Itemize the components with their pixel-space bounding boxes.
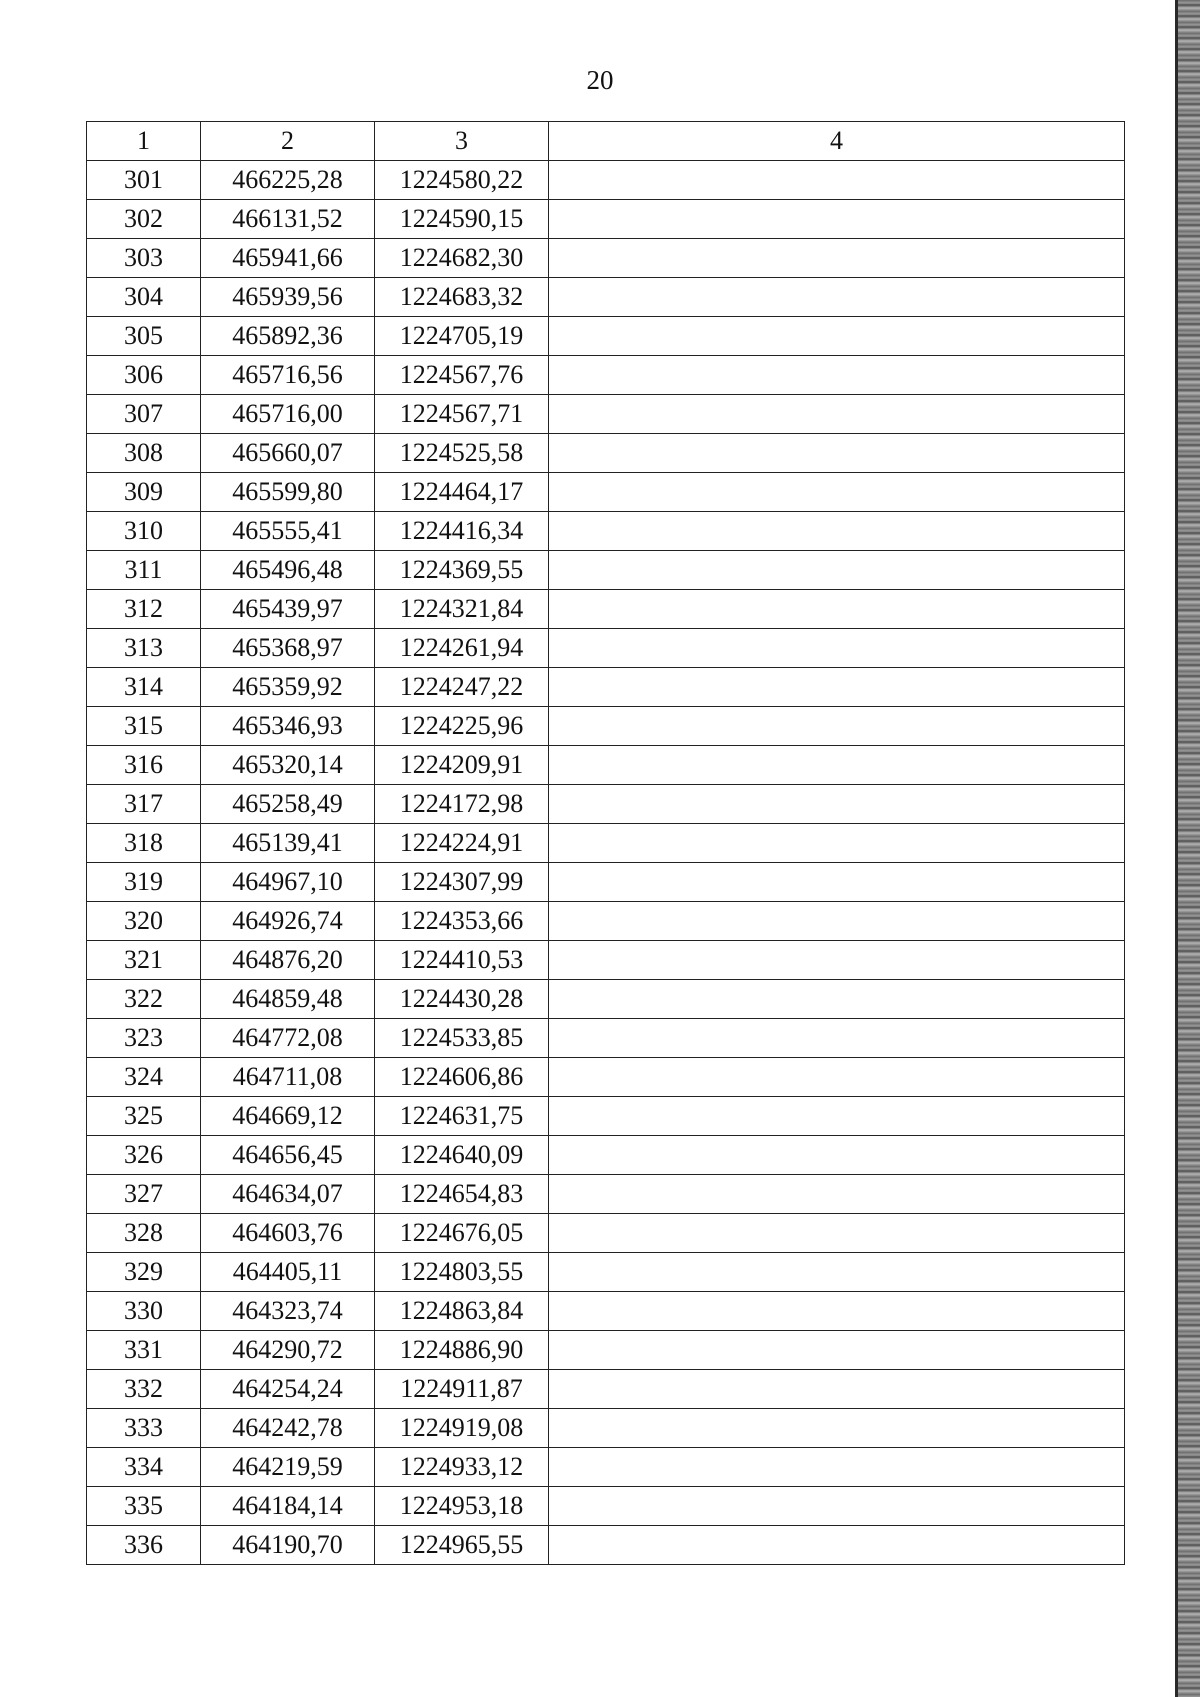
x-coordinate-cell: 465939,56: [201, 278, 375, 317]
coordinates-table: [86, 121, 1125, 1565]
table-row: [87, 1370, 1125, 1409]
point-number-cell: 312: [87, 590, 201, 629]
y-coordinate-cell: 1224464,17: [375, 473, 549, 512]
point-number-cell: 301: [87, 161, 201, 200]
table-row: [87, 1214, 1125, 1253]
y-coordinate-cell: 1224567,76: [375, 356, 549, 395]
note-cell: [549, 980, 1125, 1019]
x-coordinate-cell: 465258,49: [201, 785, 375, 824]
point-number-cell: 310: [87, 512, 201, 551]
note-cell: [549, 1526, 1125, 1565]
x-coordinate-cell: 464290,72: [201, 1331, 375, 1370]
x-coordinate-cell: 464219,59: [201, 1448, 375, 1487]
x-coordinate-cell: 465716,56: [201, 356, 375, 395]
point-number-cell: 323: [87, 1019, 201, 1058]
point-number-cell: 318: [87, 824, 201, 863]
y-coordinate-cell: 1224705,19: [375, 317, 549, 356]
table-row: [87, 668, 1125, 707]
note-cell: [549, 1253, 1125, 1292]
column-header-1: 1: [87, 122, 201, 161]
x-coordinate-cell: 464859,48: [201, 980, 375, 1019]
y-coordinate-cell: 1224533,85: [375, 1019, 549, 1058]
table-row: [87, 434, 1125, 473]
table-row: [87, 1448, 1125, 1487]
x-coordinate-cell: 465555,41: [201, 512, 375, 551]
y-coordinate-cell: 1224416,34: [375, 512, 549, 551]
point-number-cell: 314: [87, 668, 201, 707]
table-header-row: [87, 122, 1125, 161]
point-number-cell: 304: [87, 278, 201, 317]
table-row: [87, 356, 1125, 395]
x-coordinate-cell: 465320,14: [201, 746, 375, 785]
column-header-3: 3: [375, 122, 549, 161]
note-cell: [549, 746, 1125, 785]
table-row: [87, 785, 1125, 824]
y-coordinate-cell: 1224911,87: [375, 1370, 549, 1409]
y-coordinate-cell: 1224919,08: [375, 1409, 549, 1448]
y-coordinate-cell: 1224525,58: [375, 434, 549, 473]
table-row: [87, 551, 1125, 590]
table-row: [87, 746, 1125, 785]
note-cell: [549, 395, 1125, 434]
y-coordinate-cell: 1224676,05: [375, 1214, 549, 1253]
x-coordinate-cell: 464967,10: [201, 863, 375, 902]
point-number-cell: 333: [87, 1409, 201, 1448]
x-coordinate-cell: 464656,45: [201, 1136, 375, 1175]
table-row: [87, 512, 1125, 551]
note-cell: [549, 1331, 1125, 1370]
y-coordinate-cell: 1224307,99: [375, 863, 549, 902]
y-coordinate-cell: 1224933,12: [375, 1448, 549, 1487]
table-row: [87, 824, 1125, 863]
point-number-cell: 319: [87, 863, 201, 902]
note-cell: [549, 200, 1125, 239]
y-coordinate-cell: 1224953,18: [375, 1487, 549, 1526]
x-coordinate-cell: 464926,74: [201, 902, 375, 941]
point-number-cell: 306: [87, 356, 201, 395]
page-number: 20: [586, 65, 614, 95]
note-cell: [549, 824, 1125, 863]
point-number-cell: 311: [87, 551, 201, 590]
table-row: [87, 1136, 1125, 1175]
table-row: [87, 941, 1125, 980]
table-row: [87, 1409, 1125, 1448]
table-row: [87, 200, 1125, 239]
y-coordinate-cell: 1224640,09: [375, 1136, 549, 1175]
note-cell: [549, 161, 1125, 200]
note-cell: [549, 512, 1125, 551]
table-row: [87, 629, 1125, 668]
y-coordinate-cell: 1224321,84: [375, 590, 549, 629]
x-coordinate-cell: 464711,08: [201, 1058, 375, 1097]
point-number-cell: 316: [87, 746, 201, 785]
point-number-cell: 307: [87, 395, 201, 434]
table-row: [87, 1058, 1125, 1097]
table-row: [87, 239, 1125, 278]
note-cell: [549, 629, 1125, 668]
y-coordinate-cell: 1224886,90: [375, 1331, 549, 1370]
note-cell: [549, 1292, 1125, 1331]
point-number-cell: 328: [87, 1214, 201, 1253]
y-coordinate-cell: 1224682,30: [375, 239, 549, 278]
table-row: [87, 902, 1125, 941]
y-coordinate-cell: 1224803,55: [375, 1253, 549, 1292]
note-cell: [549, 902, 1125, 941]
table-body: [87, 161, 1125, 1565]
x-coordinate-cell: 464634,07: [201, 1175, 375, 1214]
x-coordinate-cell: 464254,24: [201, 1370, 375, 1409]
table-row: [87, 473, 1125, 512]
table-row: [87, 1097, 1125, 1136]
column-header-2: 2: [201, 122, 375, 161]
point-number-cell: 326: [87, 1136, 201, 1175]
x-coordinate-cell: 465359,92: [201, 668, 375, 707]
x-coordinate-cell: 465941,66: [201, 239, 375, 278]
table-row: [87, 278, 1125, 317]
x-coordinate-cell: 465346,93: [201, 707, 375, 746]
note-cell: [549, 1214, 1125, 1253]
table-row: [87, 1253, 1125, 1292]
point-number-cell: 331: [87, 1331, 201, 1370]
y-coordinate-cell: 1224225,96: [375, 707, 549, 746]
table-row: [87, 590, 1125, 629]
x-coordinate-cell: 465496,48: [201, 551, 375, 590]
note-cell: [549, 590, 1125, 629]
table-row: [87, 1019, 1125, 1058]
point-number-cell: 321: [87, 941, 201, 980]
point-number-cell: 313: [87, 629, 201, 668]
y-coordinate-cell: 1224224,91: [375, 824, 549, 863]
x-coordinate-cell: 465660,07: [201, 434, 375, 473]
point-number-cell: 335: [87, 1487, 201, 1526]
point-number-cell: 305: [87, 317, 201, 356]
note-cell: [549, 356, 1125, 395]
point-number-cell: 322: [87, 980, 201, 1019]
x-coordinate-cell: 466225,28: [201, 161, 375, 200]
point-number-cell: 309: [87, 473, 201, 512]
note-cell: [549, 278, 1125, 317]
table-row: [87, 707, 1125, 746]
x-coordinate-cell: 465439,97: [201, 590, 375, 629]
table-row: [87, 161, 1125, 200]
x-coordinate-cell: 464669,12: [201, 1097, 375, 1136]
x-coordinate-cell: 465716,00: [201, 395, 375, 434]
y-coordinate-cell: 1224863,84: [375, 1292, 549, 1331]
point-number-cell: 332: [87, 1370, 201, 1409]
point-number-cell: 302: [87, 200, 201, 239]
note-cell: [549, 1097, 1125, 1136]
y-coordinate-cell: 1224209,91: [375, 746, 549, 785]
note-cell: [549, 473, 1125, 512]
note-cell: [549, 1370, 1125, 1409]
x-coordinate-cell: 466131,52: [201, 200, 375, 239]
y-coordinate-cell: 1224654,83: [375, 1175, 549, 1214]
scan-edge: [1178, 0, 1200, 1697]
note-cell: [549, 668, 1125, 707]
note-cell: [549, 1058, 1125, 1097]
table-row: [87, 980, 1125, 1019]
column-header-4: 4: [549, 122, 1125, 161]
x-coordinate-cell: 465892,36: [201, 317, 375, 356]
y-coordinate-cell: 1224353,66: [375, 902, 549, 941]
note-cell: [549, 1409, 1125, 1448]
note-cell: [549, 239, 1125, 278]
note-cell: [549, 863, 1125, 902]
note-cell: [549, 434, 1125, 473]
x-coordinate-cell: 465599,80: [201, 473, 375, 512]
table-row: [87, 1487, 1125, 1526]
point-number-cell: 303: [87, 239, 201, 278]
note-cell: [549, 1019, 1125, 1058]
note-cell: [549, 1175, 1125, 1214]
y-coordinate-cell: 1224261,94: [375, 629, 549, 668]
y-coordinate-cell: 1224410,53: [375, 941, 549, 980]
x-coordinate-cell: 464323,74: [201, 1292, 375, 1331]
note-cell: [549, 941, 1125, 980]
x-coordinate-cell: 464405,11: [201, 1253, 375, 1292]
point-number-cell: 334: [87, 1448, 201, 1487]
table-row: [87, 1331, 1125, 1370]
point-number-cell: 325: [87, 1097, 201, 1136]
y-coordinate-cell: 1224590,15: [375, 200, 549, 239]
y-coordinate-cell: 1224580,22: [375, 161, 549, 200]
point-number-cell: 327: [87, 1175, 201, 1214]
x-coordinate-cell: 465139,41: [201, 824, 375, 863]
point-number-cell: 320: [87, 902, 201, 941]
x-coordinate-cell: 464603,76: [201, 1214, 375, 1253]
point-number-cell: 329: [87, 1253, 201, 1292]
table-row: [87, 1292, 1125, 1331]
note-cell: [549, 707, 1125, 746]
point-number-cell: 336: [87, 1526, 201, 1565]
note-cell: [549, 785, 1125, 824]
point-number-cell: 324: [87, 1058, 201, 1097]
y-coordinate-cell: 1224965,55: [375, 1526, 549, 1565]
y-coordinate-cell: 1224567,71: [375, 395, 549, 434]
y-coordinate-cell: 1224369,55: [375, 551, 549, 590]
table-row: [87, 317, 1125, 356]
y-coordinate-cell: 1224606,86: [375, 1058, 549, 1097]
table-row: [87, 1526, 1125, 1565]
y-coordinate-cell: 1224683,32: [375, 278, 549, 317]
y-coordinate-cell: 1224172,98: [375, 785, 549, 824]
note-cell: [549, 551, 1125, 590]
x-coordinate-cell: 464242,78: [201, 1409, 375, 1448]
point-number-cell: 308: [87, 434, 201, 473]
point-number-cell: 330: [87, 1292, 201, 1331]
note-cell: [549, 1136, 1125, 1175]
table-row: [87, 863, 1125, 902]
y-coordinate-cell: 1224631,75: [375, 1097, 549, 1136]
note-cell: [549, 317, 1125, 356]
x-coordinate-cell: 464772,08: [201, 1019, 375, 1058]
table-row: [87, 395, 1125, 434]
point-number-cell: 315: [87, 707, 201, 746]
x-coordinate-cell: 465368,97: [201, 629, 375, 668]
table-row: [87, 1175, 1125, 1214]
x-coordinate-cell: 464876,20: [201, 941, 375, 980]
x-coordinate-cell: 464190,70: [201, 1526, 375, 1565]
y-coordinate-cell: 1224247,22: [375, 668, 549, 707]
note-cell: [549, 1448, 1125, 1487]
note-cell: [549, 1487, 1125, 1526]
point-number-cell: 317: [87, 785, 201, 824]
y-coordinate-cell: 1224430,28: [375, 980, 549, 1019]
x-coordinate-cell: 464184,14: [201, 1487, 375, 1526]
